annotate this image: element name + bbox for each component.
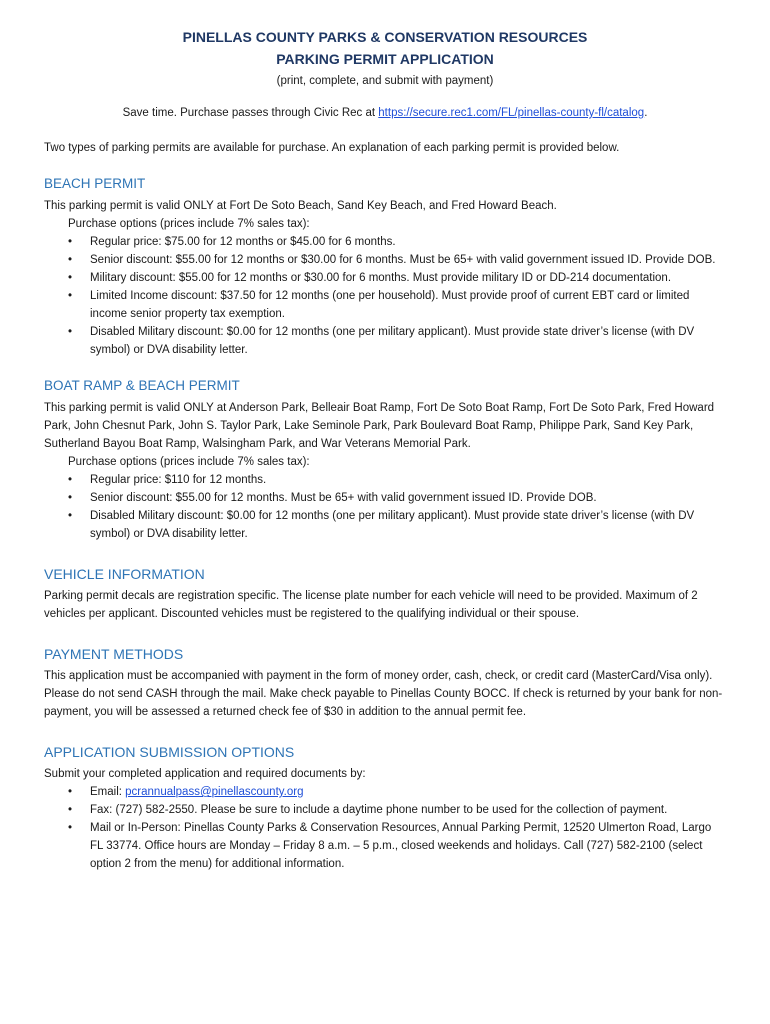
civic-rec-prefix: Save time. Purchase passes through Civic Rec at	[122, 107, 379, 119]
email-link[interactable]: pcrannualpass@pinellascounty.org	[125, 786, 304, 798]
submission-options-heading: APPLICATION SUBMISSION OPTIONS	[44, 744, 295, 760]
payment-methods-text: This application must be accompanied with payment in the form of money order, cash, check, or credit card (MasterCard/Visa only). Please do not send CASH through the mail. Make check payable to Pinellas County BOCC. If check is returned by your bank for non-payment, you will be assessed a returned check fee of $30 in addition to the annual permit fee.	[44, 670, 723, 718]
form-title: PARKING PERMIT APPLICATION	[276, 51, 494, 67]
boat-permit-heading: BOAT RAMP & BEACH PERMIT	[44, 378, 240, 393]
beach-permit-heading: BEACH PERMIT	[44, 176, 146, 191]
beach-permit-desc: This parking permit is valid ONLY at Fort De Soto Beach, Sand Key Beach, and Fred Howard Beach.	[44, 200, 557, 212]
payment-methods-heading: PAYMENT METHODS	[44, 646, 184, 662]
list-item: • Regular price: $110 for 12 months.	[68, 474, 267, 486]
vehicle-info-text: Parking permit decals are registration specific. The license plate number for each vehicle will need to be provided. Maximum of 2 vehicles per applicant. Discounted vehicles must be registered to the qualifying individual or their spouse.	[44, 590, 698, 620]
list-item: • Email: pcrannualpass@pinellascounty.org	[68, 786, 304, 798]
civic-rec-note	[44, 104, 726, 122]
submission-options-list	[44, 783, 726, 873]
intro-text: Two types of parking permits are available for purchase. An explanation of each parking permit is provided below.	[44, 142, 620, 154]
beach-options-label: Purchase options (prices include 7% sales tax):	[68, 218, 310, 230]
boat-options-label: Purchase options (prices include 7% sales tax):	[68, 456, 310, 468]
boat-options-list	[44, 471, 726, 543]
list-item: • Disabled Military discount: $0.00 for 12 months (one per military applicant). Must provide state driver’s license (with DV symbol) or DVA disability letter.	[68, 326, 695, 356]
beach-options-list	[44, 233, 726, 359]
page-title: PINELLAS COUNTY PARKS & CONSERVATION RESOURCES	[182, 29, 588, 45]
list-item: • Mail or In-Person: Pinellas County Parks & Conservation Resources, Annual Parking Permit, 12520 Ulmerton Road, Largo FL 33774. Office hours are Monday – Friday 8 a.m. – 5 p.m., closed weekends and holidays. Call (727) 582-2100 (select option 2 from the menu) for additional information.	[68, 822, 712, 870]
civic-rec-link[interactable]: https://secure.rec1.com/FL/pinellas-county-fl/catalog	[378, 107, 645, 119]
civic-rec-suffix: .	[644, 107, 648, 119]
submission-intro: Submit your completed application and required documents by:	[44, 768, 366, 780]
list-item: • Disabled Military discount: $0.00 for 12 months (one per military applicant). Must provide state driver’s license (with DV symbol) or DVA disability letter.	[68, 510, 695, 540]
vehicle-info-heading: VEHICLE INFORMATION	[44, 566, 205, 582]
list-item: • Fax: (727) 582-2550. Please be sure to include a daytime phone number to be used for the collection of payment.	[68, 804, 668, 816]
boat-permit-desc: This parking permit is valid ONLY at Anderson Park, Belleair Boat Ramp, Fort De Soto Boat Ramp, Fort De Soto Park, Fred Howard Park, John Chesnut Park, John S. Taylor Park, Lake Seminole Park, Park Boulevard Boat Ramp, Philippe Park, Sand Key Park, Sutherland Bayou Boat Ramp, Walsingham Park, and War Veterans Memorial Park.	[44, 402, 715, 450]
list-item: • Regular price: $75.00 for 12 months or $45.00 for 6 months.	[68, 236, 396, 248]
list-item: • Senior discount: $55.00 for 12 months. Must be 65+ with valid government issued ID. Provide DOB.	[68, 492, 597, 504]
list-item: • Senior discount: $55.00 for 12 months or $30.00 for 6 months. Must be 65+ with valid government issued ID. Provide DOB.	[68, 254, 716, 266]
list-item: • Military discount: $55.00 for 12 months or $30.00 for 6 months. Must provide military ID or DD-214 documentation.	[68, 272, 672, 284]
subtitle: (print, complete, and submit with payment)	[276, 75, 494, 87]
list-item: • Limited Income discount: $37.50 for 12 months (one per household). Must provide proof of current EBT card or limited income senior property tax exemption.	[68, 290, 690, 320]
